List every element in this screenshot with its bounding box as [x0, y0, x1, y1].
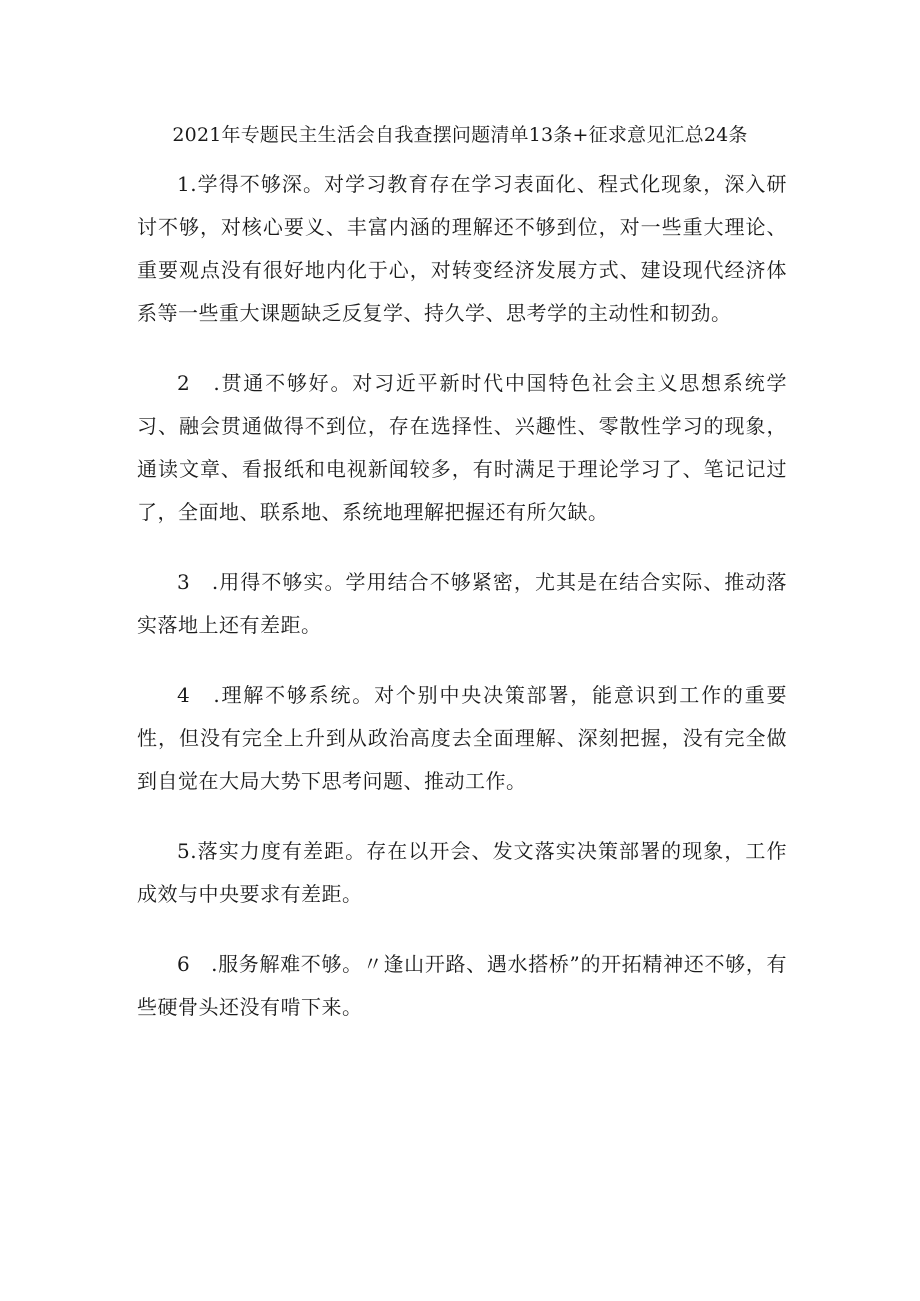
document-title: 2021年专题民主生活会自我查摆问题清单13条+征求意见汇总24条: [172, 124, 748, 146]
list-item-2: 2 .贯通不够好。对习近平新时代中国特色社会主义思想系统学习、融会贯通做得不到位，存在选择性、兴趣性、零散性学习的现象，通读文章、看报纸和电视新闻较多，有时满足于理论学习了、笔记记过了，全面地、联系地、系统地理解把握还有所欠缺。: [137, 371, 787, 524]
list-item-5: 5.落实力度有差距。存在以开会、发文落实决策部署的现象，工作成效与中央要求有差距。: [137, 839, 787, 906]
document-body: [137, 163, 787, 1056]
list-item-6: 6 .服务解难不够。〃逢山开路、遇水搭桥”的开拓精神还不够，有些硬骨头还没有啃下来。: [137, 952, 787, 1019]
list-item-1: 1.学得不够深。对学习教育存在学习表面化、程式化现象，深入研讨不够，对核心要义、丰富内涵的理解还不够到位，对一些重大理论、重要观点没有很好地内化于心，对转变经济发展方式、建设现代经济体系等一些重大课题缺乏反复学、持久学、思考学的主动性和韧劲。: [137, 172, 787, 325]
list-item-3: 3 .用得不够实。学用结合不够紧密，尤其是在结合实际、推动落实落地上还有差距。: [137, 570, 787, 637]
list-item-4: 4 .理解不够系统。对个别中央决策部署，能意识到工作的重要性，但没有完全上升到从政治高度去全面理解、深刻把握，没有完全做到自觉在大局大势下思考问题、推动工作。: [137, 683, 787, 793]
